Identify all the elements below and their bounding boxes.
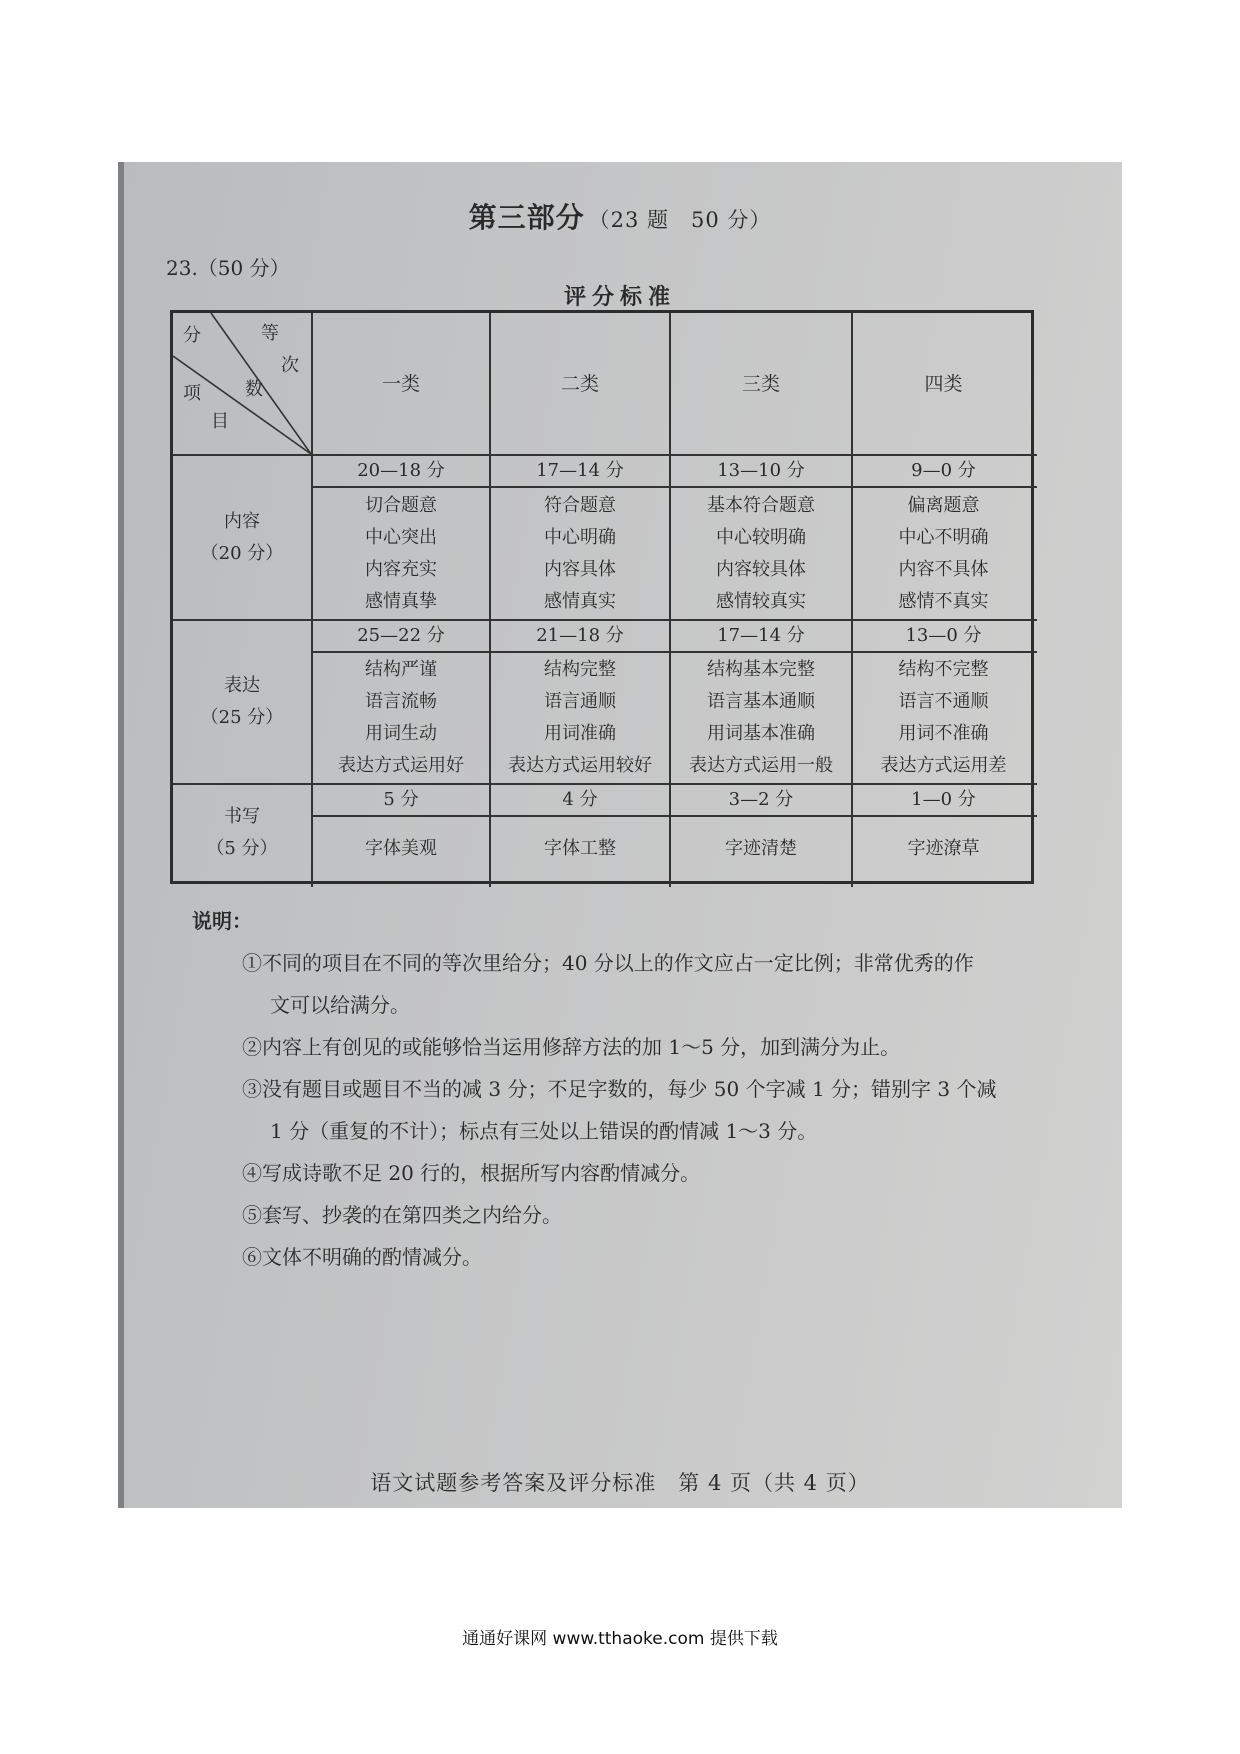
corner-label: 分 [183,325,201,346]
score-range: 9—0 分 [911,460,976,481]
criteria-cell [491,488,669,619]
criterion: 感情较真实 [716,590,806,612]
criteria-cell [853,488,1034,619]
criterion: 字迹清楚 [725,838,797,859]
notes-heading: 说明： [192,909,252,933]
score-range: 1—0 分 [911,789,976,810]
criterion: 语言通顺 [544,691,616,712]
note-item: ④写成诗歌不足 20 行的，根据所写内容酌情减分。 [242,1161,701,1185]
criteria-cell [853,817,1034,881]
criterion: 结构不完整 [898,659,989,680]
criteria-cell [313,817,489,881]
category-header: 三类 [741,372,780,395]
corner-label: 次 [281,355,299,376]
scanned-page [118,162,1122,1508]
download-caption: 通通好课网 www.tthaoke.com 提供下载 [462,1629,778,1649]
note-item: ②内容上有创见的或能够恰当运用修辞方法的加 1～5 分，加到满分为止。 [242,1035,901,1059]
criterion: 基本符合题意 [707,494,815,516]
row-points: （20 分） [200,542,284,564]
criterion: 中心明确 [544,526,616,548]
note-item: ③没有题目或题目不当的减 3 分；不足字数的，每少 50 个字减 1 分；错别字 3 个减 [242,1077,997,1101]
criterion: 中心突出 [365,526,437,548]
note-item: ⑤套写、抄袭的在第四类之内给分。 [242,1203,562,1227]
criterion: 内容不具体 [898,558,989,580]
criterion: 语言不通顺 [898,691,989,712]
score-range: 13—10 分 [717,460,805,481]
row-name: 书写 [224,806,260,827]
score-range: 5 分 [383,789,419,810]
criterion: 感情真实 [544,590,616,612]
row-points: （5 分） [206,838,278,859]
criteria-cell [491,653,669,783]
criterion: 字迹潦草 [907,838,980,859]
criteria-cell [313,653,489,783]
criterion: 语言流畅 [365,691,437,712]
part-title [118,196,1122,236]
criterion: 中心较明确 [716,526,806,548]
criterion: 用词生动 [365,723,437,744]
row-name: 内容 [224,510,260,532]
score-range: 3—2 分 [728,789,794,810]
score-range: 17—14 分 [717,625,805,646]
row-label-content [173,456,311,619]
criteria-cell [671,488,851,619]
category-header: 二类 [560,372,599,395]
criterion: 切合题意 [365,494,437,516]
criterion: 结构完整 [544,659,616,680]
criterion: 表达方式运用较好 [508,755,652,776]
note-item: ⑥文体不明确的酌情减分。 [242,1245,482,1269]
page-footer: 语文试题参考答案及评分标准 第 4 页（共 4 页） [370,1471,870,1495]
row-name: 表达 [224,675,260,696]
notes-section [192,900,1072,1278]
note-item: ①不同的项目在不同的等次里给分；40 分以上的作文应占一定比例；非常优秀的作 [242,951,974,975]
criterion: 感情真挚 [365,590,437,612]
row-label-writing [173,785,311,881]
score-range: 4 分 [562,789,598,810]
criterion: 表达方式运用差 [880,755,1007,776]
corner-label: 数 [245,379,263,400]
part-title-sub: （23 题 50 分） [588,208,772,232]
criterion: 表达方式运用好 [338,755,464,776]
score-range: 17—14 分 [536,460,624,481]
criteria-cell [491,817,669,881]
criterion: 语言基本通顺 [707,691,815,712]
criterion: 感情不真实 [898,590,989,612]
criteria-cell [671,653,851,783]
row-label-expression [173,621,311,783]
criterion: 内容较具体 [716,558,806,580]
question-number: 23.（50 分） [166,256,290,280]
corner-label: 项 [183,383,201,404]
criterion: 偏离题意 [907,494,980,516]
part-title-main: 第三部分 [468,201,585,234]
criterion: 用词基本准确 [707,723,815,744]
corner-label: 目 [211,411,229,432]
criterion: 字体工整 [544,838,616,859]
criterion: 中心不明确 [898,526,989,548]
criterion: 用词不准确 [898,723,989,744]
criterion: 表达方式运用一般 [689,755,833,776]
category-header: 四类 [924,372,963,395]
criterion: 用词准确 [544,723,616,744]
note-item-continued: 1 分（重复的不计）；标点有三处以上错误的酌情减 1～3 分。 [270,1119,818,1143]
criterion: 符合题意 [544,494,616,516]
criterion: 内容充实 [365,558,437,580]
score-range: 25—22 分 [357,625,445,646]
criterion: 结构严谨 [365,659,437,680]
score-range: 20—18 分 [357,460,445,481]
score-range: 13—0 分 [905,625,982,646]
category-header: 一类 [381,372,420,395]
criterion: 字体美观 [365,838,437,859]
note-item-continued: 文可以给满分。 [270,993,410,1017]
criterion: 内容具体 [544,558,616,580]
row-points: （25 分） [200,707,284,728]
criterion: 结构基本完整 [707,659,815,680]
criteria-cell [671,817,851,881]
table-title: 评分标准 [563,284,676,310]
criteria-cell [853,653,1034,783]
corner-label: 等 [261,323,279,344]
scoring-table [170,310,1034,884]
criteria-cell [313,488,489,619]
score-range: 21—18 分 [536,625,624,646]
